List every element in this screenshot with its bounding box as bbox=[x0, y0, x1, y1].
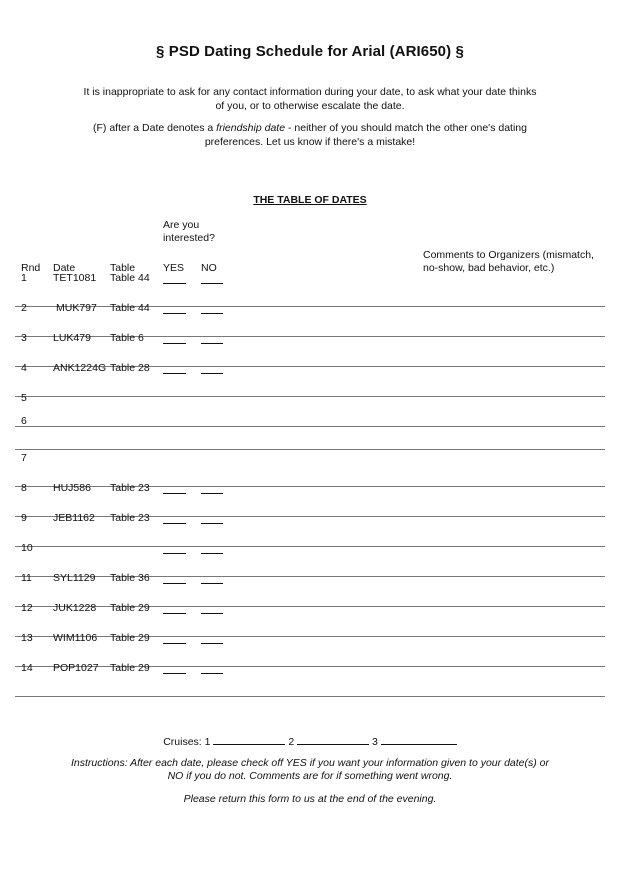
col-date: Date bbox=[53, 262, 76, 274]
round-number: 12 bbox=[21, 602, 33, 614]
round-number: 7 bbox=[21, 452, 27, 464]
friendship-note-italic: friendship date bbox=[216, 122, 286, 134]
round-number: 4 bbox=[21, 362, 27, 374]
cruise-3-blank[interactable] bbox=[381, 735, 457, 745]
col-rnd: Rnd bbox=[21, 262, 41, 274]
round-number: 14 bbox=[21, 662, 33, 674]
yes-checkoff-blank[interactable] bbox=[163, 643, 186, 644]
round-number: 11 bbox=[21, 572, 32, 584]
date-code: ANK1224G bbox=[53, 362, 107, 374]
round-number: 9 bbox=[21, 512, 27, 524]
yes-checkoff-blank[interactable] bbox=[163, 493, 186, 494]
cruise-1-blank[interactable] bbox=[213, 735, 285, 745]
return-note: Please return this form to us at the end of the evening. bbox=[183, 793, 437, 805]
table-row bbox=[15, 452, 605, 487]
table-row bbox=[15, 632, 605, 667]
col-comments: Comments to Organizers (mismatch, no-show, bad behavior, etc.) bbox=[423, 249, 594, 274]
no-checkoff-blank[interactable] bbox=[201, 553, 223, 554]
table-number: Table 29 bbox=[110, 632, 150, 644]
yes-checkoff-blank[interactable] bbox=[163, 583, 186, 584]
table-number: Table 23 bbox=[110, 482, 150, 494]
yes-checkoff-blank[interactable] bbox=[163, 283, 186, 284]
date-code: JEB1162 bbox=[53, 512, 95, 524]
yes-checkoff-blank[interactable] bbox=[163, 673, 186, 674]
yes-checkoff-blank[interactable] bbox=[163, 523, 186, 524]
friendship-note-pre: (F) after a Date denotes a bbox=[93, 122, 217, 134]
cruise-2-label: 2 bbox=[288, 736, 295, 748]
table-number: Table 36 bbox=[110, 572, 150, 584]
row-divider bbox=[15, 449, 605, 450]
no-checkoff-blank[interactable] bbox=[201, 343, 223, 344]
yes-checkoff-blank[interactable] bbox=[163, 313, 186, 314]
date-code: WIM1106 bbox=[53, 632, 98, 644]
no-checkoff-blank[interactable] bbox=[201, 493, 223, 494]
friendship-note-post: - neither of you should match the other one's dating preferences. Let us know if there's a mistake! bbox=[204, 122, 527, 148]
table-number: Table 23 bbox=[110, 512, 150, 524]
table-number: Table 29 bbox=[110, 662, 150, 674]
table-number: Table 44 bbox=[110, 302, 150, 314]
yes-checkoff-blank[interactable] bbox=[163, 553, 186, 554]
table-row bbox=[15, 302, 605, 337]
cruise-1-label: 1 bbox=[204, 736, 211, 748]
table-row bbox=[15, 362, 605, 397]
interested-label: Are you interested? bbox=[163, 219, 215, 244]
table-heading: THE TABLE OF DATES bbox=[253, 194, 367, 206]
no-checkoff-blank[interactable] bbox=[201, 523, 223, 524]
col-yes: YES bbox=[163, 262, 185, 274]
round-number: 5 bbox=[21, 392, 27, 404]
date-code: TET1081 bbox=[53, 272, 97, 284]
table-row bbox=[15, 415, 605, 450]
round-number: 6 bbox=[21, 415, 27, 427]
table-number: Table 29 bbox=[110, 602, 150, 614]
col-table: Table bbox=[110, 262, 136, 274]
no-checkoff-blank[interactable] bbox=[201, 613, 223, 614]
cruise-3-label: 3 bbox=[372, 736, 378, 748]
friendship-date-note bbox=[80, 121, 540, 149]
table-number: Table 44 bbox=[110, 272, 150, 284]
date-code: JUK1228 bbox=[53, 602, 97, 614]
yes-checkoff-blank[interactable] bbox=[163, 613, 186, 614]
instructions: Instructions: After each date, please check off YES if you want your information given to your date(s) or NO if you do not. Comments are for if something went wrong. bbox=[71, 757, 549, 782]
no-checkoff-blank[interactable] bbox=[201, 373, 223, 374]
no-checkoff-blank[interactable] bbox=[201, 583, 223, 584]
table-row bbox=[15, 482, 605, 517]
table-row bbox=[15, 662, 605, 697]
contact-rule-note: It is inappropriate to ask for any contact information during your date, to ask what your date thinks of you, or to otherwise escalate the date. bbox=[83, 86, 537, 112]
row-divider bbox=[15, 696, 605, 697]
round-number: 8 bbox=[21, 482, 27, 494]
cruises-label: Cruises: bbox=[163, 736, 202, 748]
no-checkoff-blank[interactable] bbox=[201, 673, 223, 674]
no-checkoff-blank[interactable] bbox=[201, 643, 223, 644]
date-code: SYL1129 bbox=[53, 572, 96, 584]
round-number: 10 bbox=[21, 542, 33, 554]
date-code: MUK797 bbox=[56, 302, 97, 314]
table-row bbox=[15, 602, 605, 637]
cruise-2-blank[interactable] bbox=[297, 735, 369, 745]
table-row bbox=[15, 542, 605, 577]
no-checkoff-blank[interactable] bbox=[201, 313, 223, 314]
yes-checkoff-blank[interactable] bbox=[163, 343, 186, 344]
date-code: LUK479 bbox=[53, 332, 91, 344]
page-title: § PSD Dating Schedule for Arial (ARI650) § bbox=[156, 43, 464, 60]
round-number: 1 bbox=[21, 272, 27, 284]
round-number: 3 bbox=[21, 332, 27, 344]
date-code: HUJ586 bbox=[53, 482, 91, 494]
table-row bbox=[15, 512, 605, 547]
table-row bbox=[15, 572, 605, 607]
no-checkoff-blank[interactable] bbox=[201, 283, 223, 284]
table-number: Table 28 bbox=[110, 362, 150, 374]
table-row bbox=[15, 272, 605, 307]
cruises-line bbox=[0, 735, 620, 748]
col-no: NO bbox=[201, 262, 217, 274]
round-number: 13 bbox=[21, 632, 33, 644]
table-number: Table 6 bbox=[110, 332, 144, 344]
date-code: POP1027 bbox=[53, 662, 99, 674]
yes-checkoff-blank[interactable] bbox=[163, 373, 186, 374]
round-number: 2 bbox=[21, 302, 27, 314]
